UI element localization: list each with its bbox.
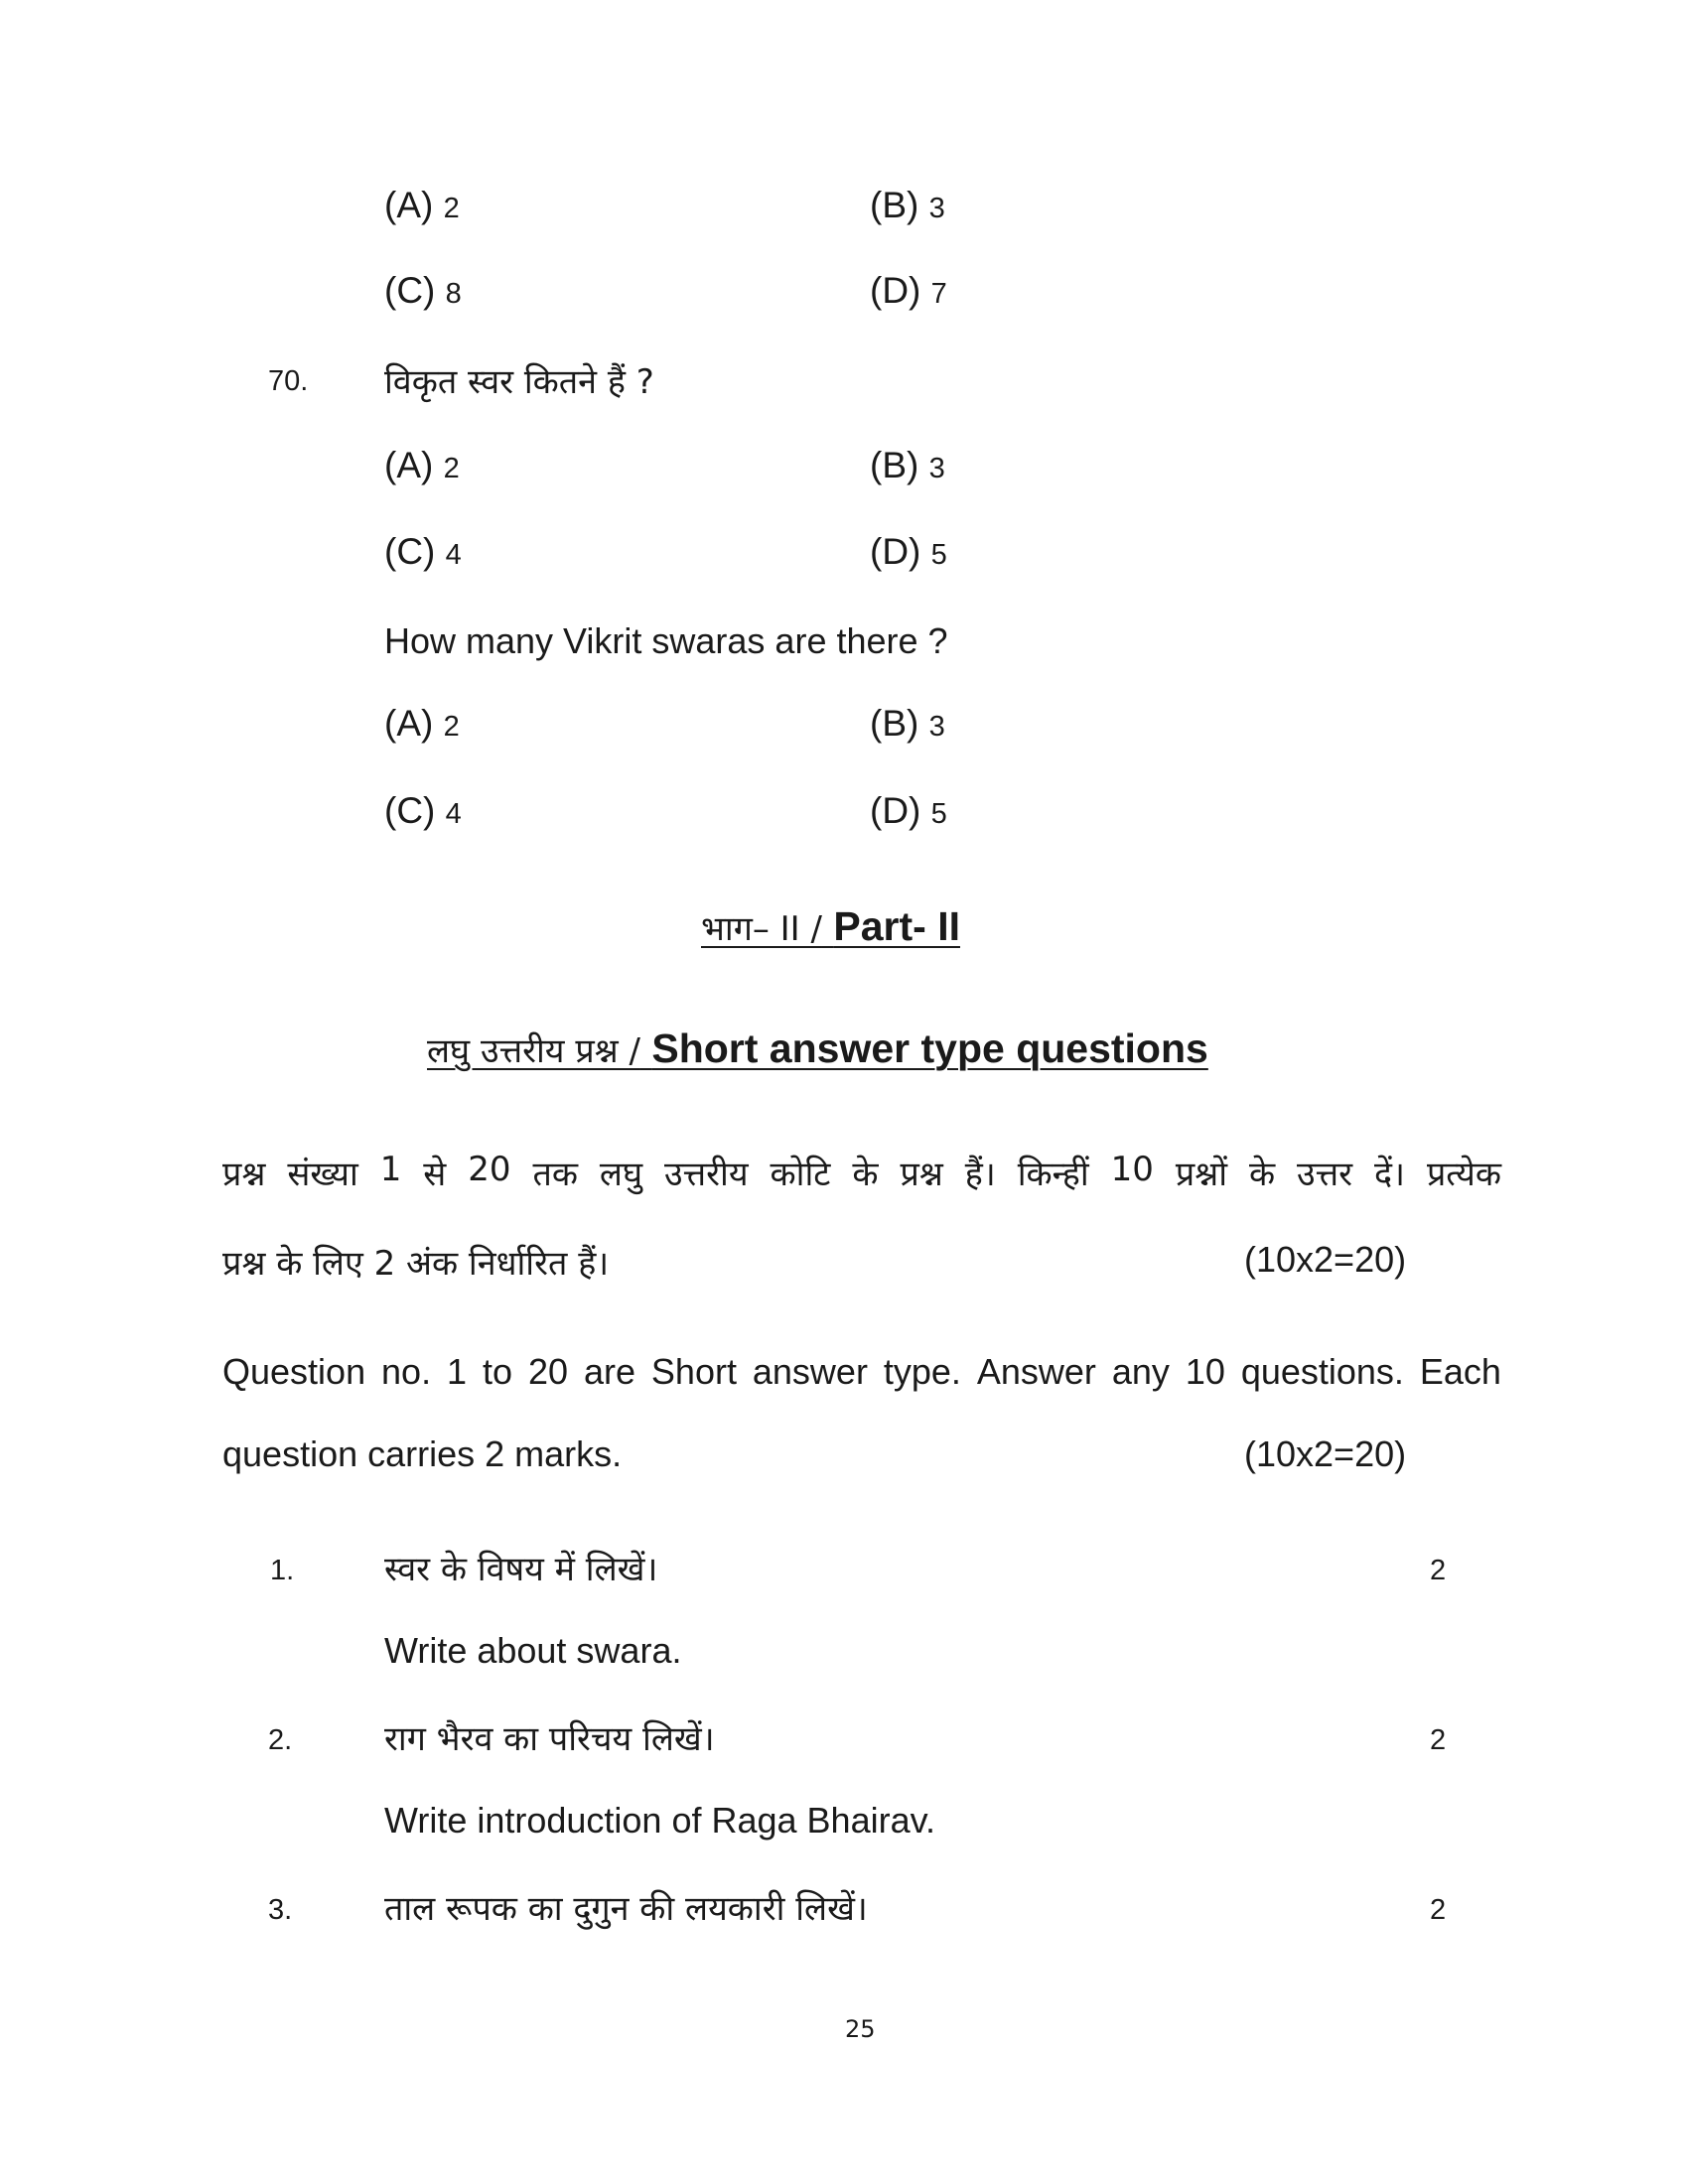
option-value: 2 (443, 453, 460, 484)
q70-english-option-c (384, 790, 462, 832)
option-value: 8 (445, 278, 462, 310)
question-marks: 2 (1430, 1724, 1447, 1756)
option-value: 2 (443, 193, 460, 224)
option-value: 3 (928, 453, 945, 484)
option-label: (C) (384, 531, 436, 572)
instruction-word: प्रश्न (222, 1155, 266, 1194)
option-label: (C) (384, 270, 436, 311)
question-text-english: Write about swara. (384, 1630, 682, 1671)
question-text-english: Write introduction of Raga Bhairav. (384, 1800, 935, 1841)
instructions-hindi-line1 (222, 1150, 1501, 1195)
option-label: (B) (870, 185, 919, 225)
instruction-word: दें। (1374, 1155, 1405, 1194)
question-number: 2. (268, 1724, 293, 1756)
instruction-word: 1 (447, 1351, 468, 1392)
instruction-word: Question (222, 1351, 366, 1392)
option-value: 7 (930, 278, 947, 310)
section-heading (427, 1025, 1208, 1072)
prev-option-b (870, 185, 945, 226)
question-text-hindi: ताल रूपक का दुगुन की लयकारी लिखें। (384, 1889, 868, 1929)
instruction-word: के (852, 1155, 879, 1194)
instruction-word: 10 (1185, 1351, 1225, 1392)
instruction-word: 20 (468, 1150, 511, 1189)
instruction-word: Short (650, 1351, 737, 1392)
instruction-word: to (482, 1351, 513, 1392)
instructions-english-line1 (222, 1351, 1501, 1393)
option-label: (D) (870, 270, 921, 311)
instruction-word: किन्हीं (1017, 1155, 1089, 1194)
question-text-english: How many Vikrit swaras are there ? (384, 620, 948, 661)
instruction-word: हैं। (964, 1155, 996, 1194)
instruction-word: प्रश्न (900, 1155, 943, 1194)
q70-hindi-option-d (870, 531, 947, 573)
instructions-hindi-line2: प्रश्न के लिए 2 अंक निर्धारित हैं। (222, 1244, 610, 1284)
question-marks: 2 (1430, 1555, 1447, 1586)
question-number: 1. (270, 1555, 295, 1586)
instructions-english-line2: question carries 2 marks. (222, 1433, 623, 1474)
prev-option-d (870, 270, 947, 312)
question-number: 70. (268, 365, 309, 397)
option-label: (B) (870, 703, 919, 744)
instruction-word: संख्या (287, 1155, 358, 1194)
question-marks: 2 (1430, 1894, 1447, 1926)
instruction-word: answer (752, 1351, 868, 1392)
instruction-word: 1 (379, 1150, 402, 1189)
part-heading (701, 903, 960, 950)
instruction-word: कोटि (770, 1155, 831, 1194)
option-value: 3 (928, 711, 945, 743)
option-label: (C) (384, 790, 436, 831)
q70-english-option-d (870, 790, 947, 832)
instruction-word: Each (1419, 1351, 1501, 1392)
prev-option-c (384, 270, 462, 312)
section-heading-english: Short answer type questions (651, 1025, 1208, 1071)
section-heading-hindi: लघु उत्तरीय प्रश्न / (427, 1031, 640, 1071)
option-value: 5 (930, 798, 947, 830)
instruction-word: 20 (527, 1351, 568, 1392)
question-text-hindi: स्वर के विषय में लिखें। (384, 1550, 658, 1589)
q70-hindi-option-b (870, 445, 945, 486)
option-value: 4 (445, 539, 462, 571)
instruction-word: no. (381, 1351, 432, 1392)
q70-hindi-option-a (384, 445, 460, 486)
instruction-word: से (423, 1155, 447, 1194)
instruction-word: तक (532, 1155, 578, 1194)
part-heading-hindi: भाग– II / (701, 909, 822, 949)
instruction-word: प्रत्येक (1426, 1155, 1501, 1194)
instruction-word: लघु (599, 1155, 643, 1194)
option-label: (D) (870, 790, 921, 831)
instruction-word: उत्तरीय (664, 1155, 749, 1194)
part-heading-english: Part- II (833, 903, 960, 949)
instruction-word: are (583, 1351, 635, 1392)
option-value: 3 (928, 193, 945, 224)
instruction-word: questions. (1240, 1351, 1404, 1392)
option-label: (A) (384, 185, 434, 225)
instruction-word: 10 (1110, 1150, 1154, 1189)
instruction-word: के (1248, 1155, 1276, 1194)
question-text-hindi: विकृत स्वर कितने हैं ? (384, 362, 654, 402)
instruction-word: Answer (976, 1351, 1096, 1392)
instruction-word: उत्तर (1297, 1155, 1353, 1194)
option-value: 4 (445, 798, 462, 830)
option-value: 2 (443, 711, 460, 743)
option-label: (B) (870, 445, 919, 485)
q70-hindi-option-c (384, 531, 462, 573)
q70-english-option-b (870, 703, 945, 745)
instruction-word: type. (883, 1351, 961, 1392)
question-number: 3. (268, 1894, 293, 1926)
instruction-word: any (1111, 1351, 1170, 1392)
instructions-hindi-marks: (10x2=20) (1244, 1239, 1407, 1280)
prev-option-a (384, 185, 460, 226)
instruction-word: प्रश्नों (1175, 1155, 1228, 1194)
question-text-hindi: राग भैरव का परिचय लिखें। (384, 1719, 715, 1759)
option-value: 5 (930, 539, 947, 571)
option-label: (A) (384, 703, 434, 744)
option-label: (D) (870, 531, 921, 572)
page-number: 25 (845, 2015, 876, 2043)
q70-english-option-a (384, 703, 460, 745)
instructions-english-marks: (10x2=20) (1244, 1433, 1407, 1474)
option-label: (A) (384, 445, 434, 485)
